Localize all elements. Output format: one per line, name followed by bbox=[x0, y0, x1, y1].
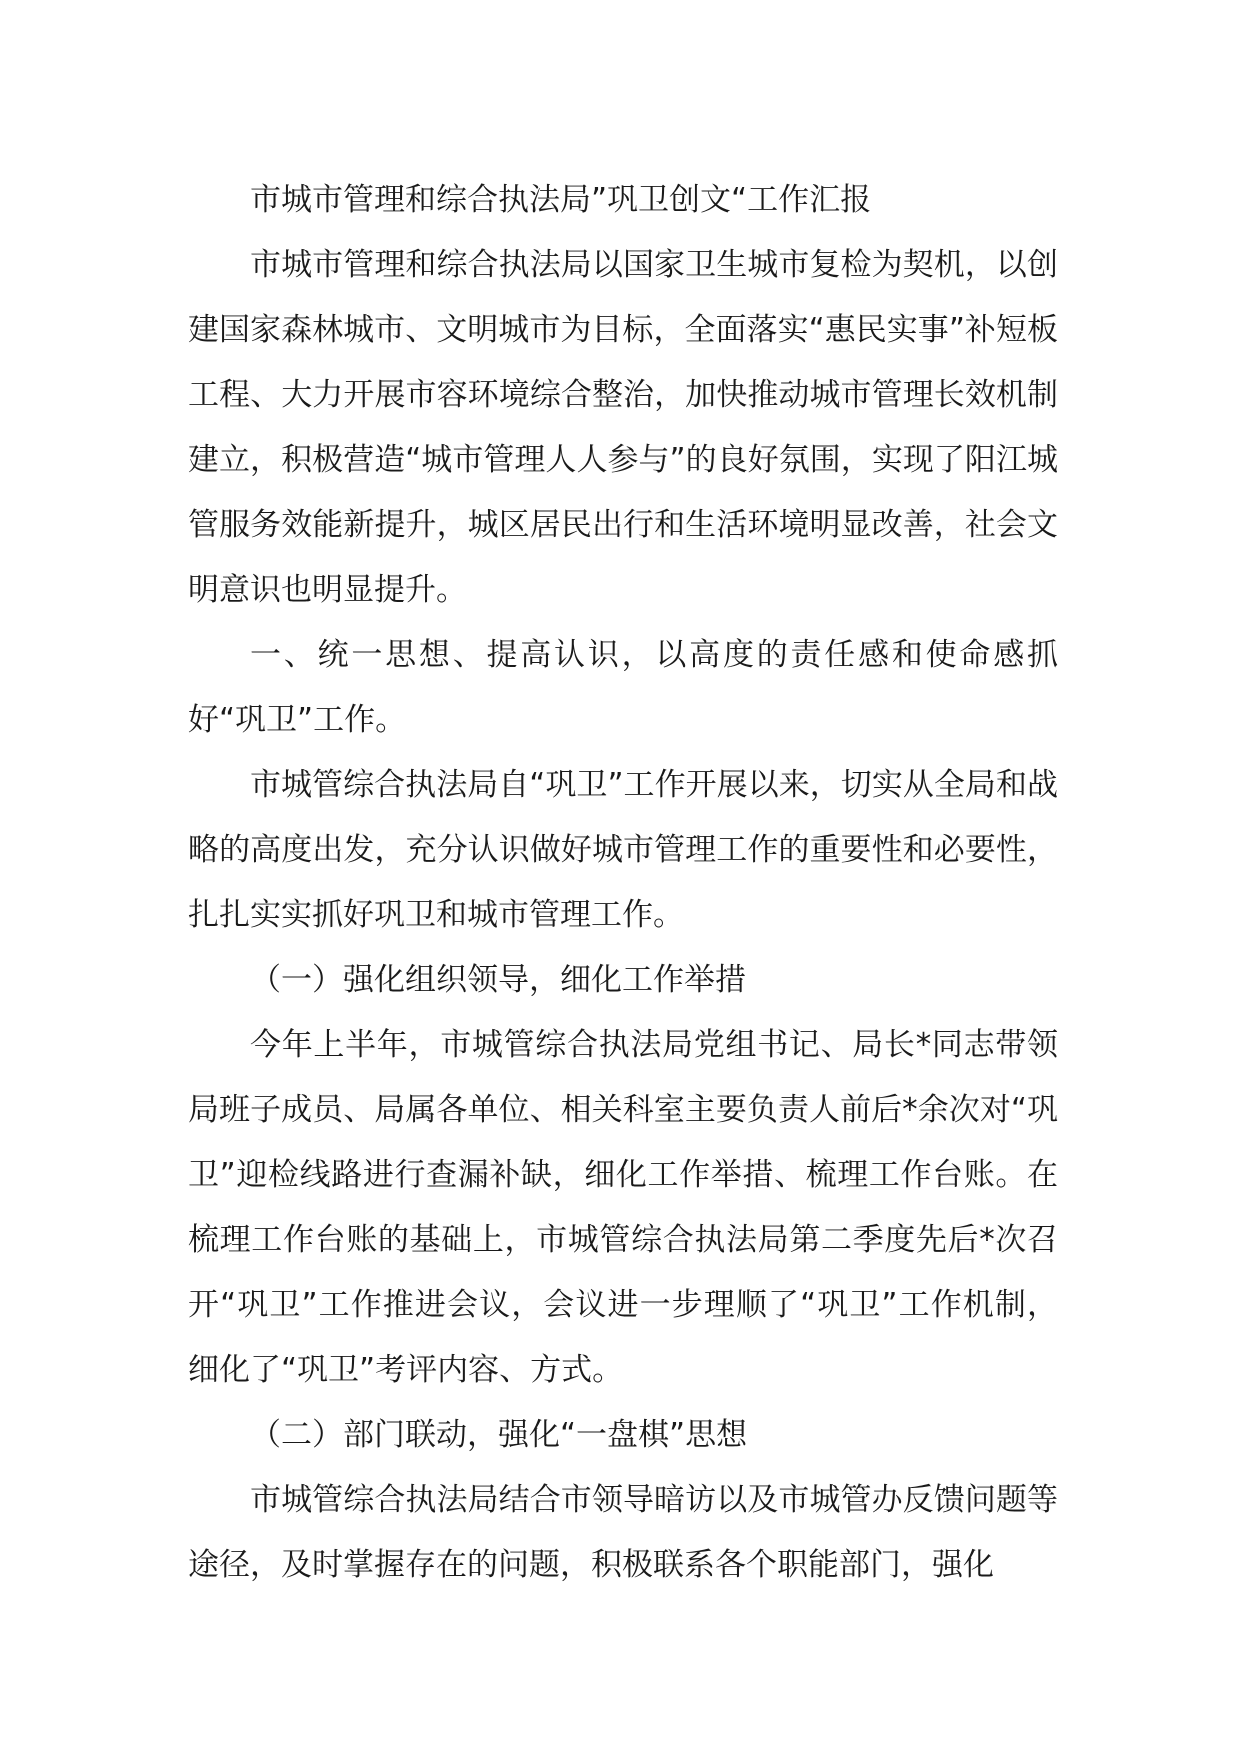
paragraph-section-1: 市城管综合执法局自“巩卫”工作开展以来，切实从全局和战略的高度出发，充分认识做好城市管理工作的重要性和必要性，扎扎实实抓好巩卫和城市管理工作。 bbox=[188, 767, 1058, 933]
document-body bbox=[188, 168, 1058, 1598]
paragraph-intro: 市城市管理和综合执法局以国家卫生城市复检为契机，以创建国家森林城市、文明城市为目标，全面落实“惠民实事”补短板工程、大力开展市容环境综合整治，加快推动城市管理长效机制建立，积极营造“城市管理人人参与”的良好氛围，实现了阳江城管服务效能新提升，城区居民出行和生活环境明显改善，社会文明意识也明显提升。 bbox=[188, 247, 1058, 608]
subsection-heading-2: （二）部门联动，强化“一盘棋”思想 bbox=[250, 1417, 748, 1453]
document-title: 市城市管理和综合执法局”巩卫创文“工作汇报 bbox=[250, 182, 872, 218]
section-heading-1: 一、统一思想、提高认识，以高度的责任感和使命感抓好“巩卫”工作。 bbox=[188, 637, 1058, 738]
paragraph-subsection-1: 今年上半年，市城管综合执法局党组书记、局长*同志带领局班子成员、局属各单位、相关科室主要负责人前后*余次对“巩卫”迎检线路进行查漏补缺，细化工作举措、梳理工作台账。在梳理工作台账的基础上，市城管综合执法局第二季度先后*次召开“巩卫”工作推进会议，会议进一步理顺了“巩卫”工作机制，细化了“巩卫”考评内容、方式。 bbox=[188, 1027, 1058, 1388]
paragraph-subsection-2: 市城管综合执法局结合市领导暗访以及市城管办反馈问题等途径，及时掌握存在的问题，积极联系各个职能部门，强化 bbox=[188, 1482, 1058, 1583]
subsection-heading-1: （一）强化组织领导，细化工作举措 bbox=[250, 962, 746, 998]
